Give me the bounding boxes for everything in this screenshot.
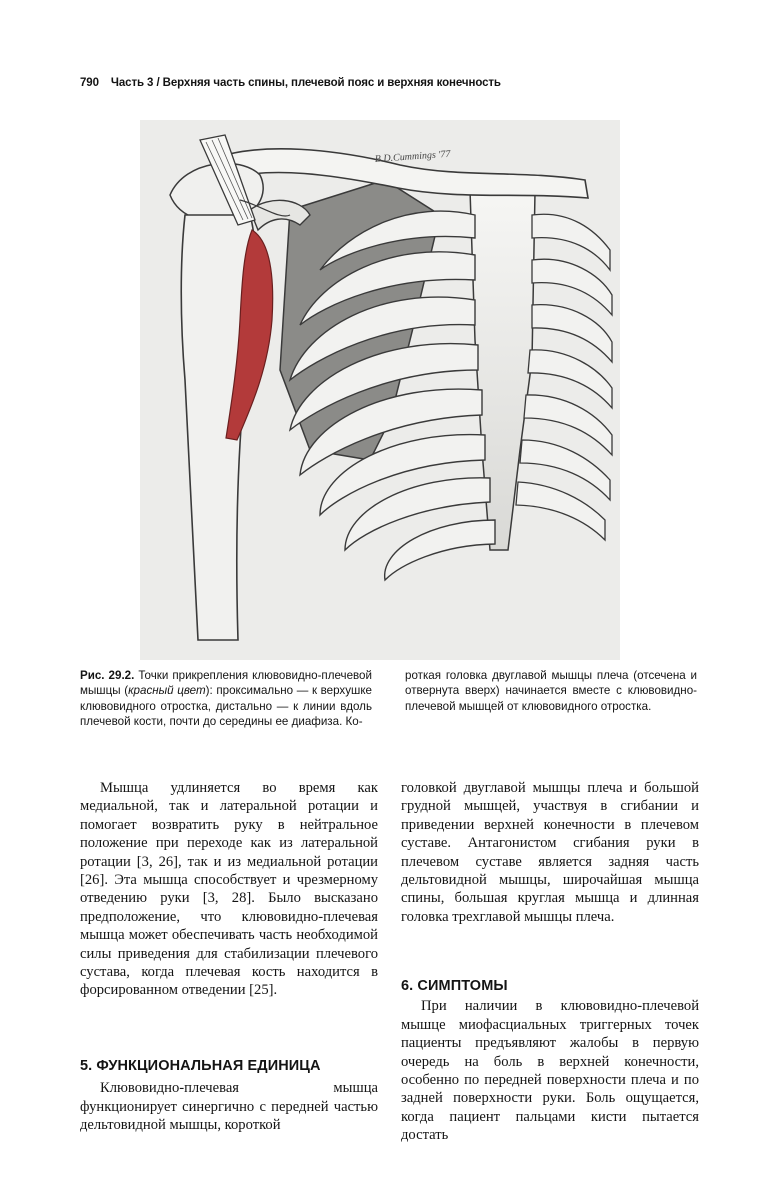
caption-text-3: роткая головка двуглавой мышцы плеча (отсечена и отвернута вверх) начинается вместе с клювовидно-плечевой мышцей от клювовидного отростка. — [405, 669, 697, 713]
right-column-section — [401, 977, 699, 1145]
paragraph: При наличии в клювовидно-плечевой мышце миофасциальных триггерных точек пациенты предъявляют жалобы в первую очередь на боль в верхней конечности, особенно по передней поверхности плеча и по задней поверхности руки. Боль ощущается, когда пациент пальцами кисти пытается достать — [401, 998, 699, 1144]
caption-italic: красный цвет — [128, 684, 206, 698]
figure-caption-continued — [405, 668, 697, 714]
figure-caption — [80, 668, 372, 729]
caption-text-1: Точки прикрепления клювовидно-плечевой мышцы ( — [80, 669, 372, 698]
paragraph: Мышца удлиняется во время как медиальной, так и латеральной ротации и помогает возвратить руку в нейтральное положение при переходе как из латеральной ротации [3, 26], так и из медиальной ротации [26]. Эта мышца способствует и чрезмерному отведению руки [3, 28]. Было высказано предположение, что клювовидно-плечевая мышца может обеспечивать часть необходимой силы приведения для стабилизации плечевого сустава, когда плечевая кость находится в форсированном отведении [25]. — [80, 780, 378, 999]
running-header — [80, 77, 700, 89]
page-number: 790 — [80, 77, 99, 89]
paragraph: Клювовидно-плечевая мышца функционирует синергично с передней частью дельтовидной мышцы, короткой — [80, 1080, 378, 1134]
caption-label: Рис. 29.2. — [80, 669, 135, 682]
left-column-section — [80, 1057, 378, 1135]
left-column — [80, 779, 378, 1000]
artist-signature: B.D.Cummings '77 — [374, 148, 451, 165]
right-column — [401, 779, 699, 926]
anatomy-figure — [140, 120, 620, 660]
section-heading: 5. ФУНКЦИОНАЛЬНАЯ ЕДИНИЦА — [80, 1058, 321, 1074]
paragraph: головкой двуглавой мышцы плеча и большой грудной мышцей, участвуя в сгибании и приведении верхней конечности в плечевом суставе. Антагонистом сгибания руки в плечевом суставе является задняя часть дельтовидной мышцы, широчайшая мышца спины, большая круглая мышца и длинная головка трехглавой мышцы плеча. — [401, 780, 699, 925]
section-heading: 6. СИМПТОМЫ — [401, 978, 508, 994]
shoulder-illustration — [140, 120, 620, 660]
running-title: Часть 3 / Верхняя часть спины, плечевой пояс и верхняя конечность — [110, 77, 501, 89]
caption-text-2: ): проксимально — к верхушке клювовидного отростка, дистально — к линии вдоль плечевой кости, почти до середины ее диафиза. Ко- — [80, 684, 372, 728]
